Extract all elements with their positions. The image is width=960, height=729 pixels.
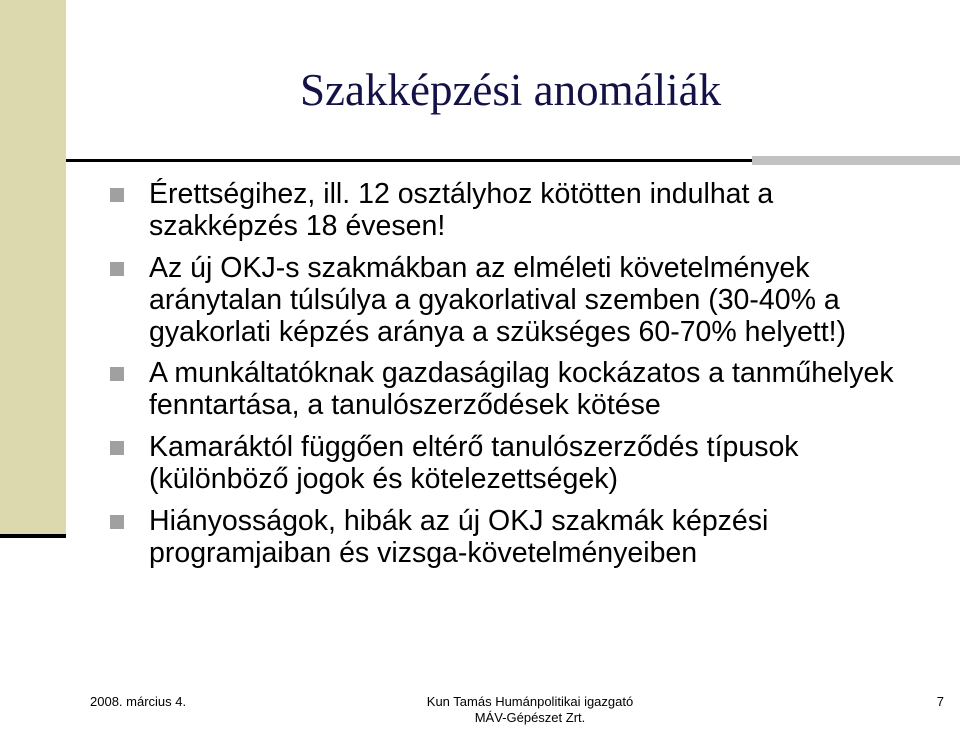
side-bar-rule xyxy=(0,534,66,538)
footer-date: 2008. március 4. xyxy=(90,694,187,709)
footer-presenter xyxy=(380,694,680,726)
bullet-item xyxy=(110,431,930,495)
bullet-item xyxy=(110,357,930,421)
bullet-list xyxy=(110,178,930,578)
square-bullet-icon xyxy=(110,515,124,529)
square-bullet-icon xyxy=(110,262,124,276)
title-divider-accent xyxy=(752,156,960,165)
bullet-text: Kamaráktól függően eltérő tanulószerződés típusok (különböző jogok és kötelezettségek) xyxy=(149,431,799,496)
square-bullet-icon xyxy=(110,367,124,381)
bullet-item xyxy=(110,505,930,569)
bullet-text: Érettségihez, ill. 12 osztályhoz kötötten indulhat a szakképzés 18 évesen! xyxy=(149,178,774,242)
square-bullet-icon xyxy=(110,441,124,455)
bullet-item xyxy=(110,178,930,242)
bullet-text: Az új OKJ-s szakmákban az elméleti követelmények aránytalan túlsúlya a gyakorlatival szemben (30-40% a gyakorlati képzés aránya a szükséges 60-70% helyett!) xyxy=(149,251,847,348)
bullet-text: Hiányosságok, hibák az új OKJ szakmák képzési programjaiban és vizsga-követelményeiben xyxy=(149,504,769,569)
bullet-item xyxy=(110,252,930,348)
footer-company: MÁV-Gépészet Zrt. xyxy=(474,710,586,725)
square-bullet-icon xyxy=(110,188,124,202)
slide-title: Szakképzési anomáliák xyxy=(300,65,722,115)
side-accent-bar xyxy=(0,0,66,537)
footer-presenter-name: Kun Tamás Humánpolitikai igazgató xyxy=(426,694,634,709)
bullet-text: A munkáltatóknak gazdaságilag kockázatos a tanműhelyek fenntartása, a tanulószerződések kötése xyxy=(149,357,894,422)
page-number: 7 xyxy=(936,694,944,709)
